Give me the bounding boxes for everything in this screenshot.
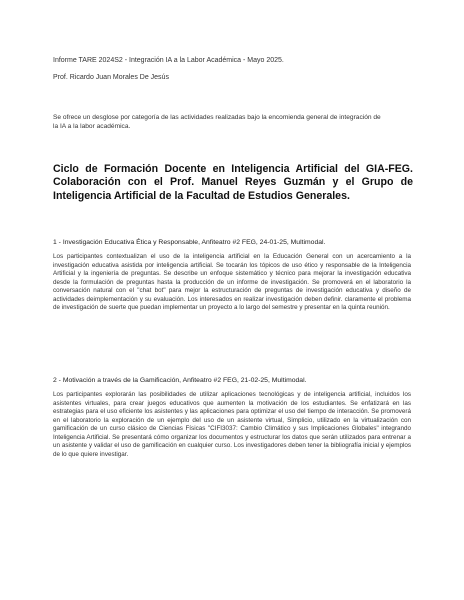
section-title: Ciclo de Formación Docente en Inteligencia Artificial del GIA-FEG. Colaboración con el Prof. Manuel Reyes Guzmán y el Grupo de Inteligencia Artificial de la Facultad de Estudios Generales.: [53, 163, 413, 202]
intro-paragraph: Se ofrece un desglose por categoría de las actividades realizadas bajo la encomienda general de integración de la IA a la labor académica.: [53, 114, 381, 130]
section-1-heading: 1 - Investigación Educativa Ética y Responsable, Anfiteatro #2 FEG, 24-01-25, Multimodal.: [53, 239, 326, 246]
report-title-line: Informe TARE 2024S2 - Integración IA a la Labor Académica - Mayo 2025.: [53, 57, 284, 64]
section-2-heading: 2 - Motivación a través de la Gamificación, Anfiteatro #2 FEG, 21-02-25, Multimodal.: [53, 377, 307, 384]
section-1-body: Los participantes contextualizan el uso de la inteligencia artificial en la Educación General con un acercamiento a la investigación educativa asistida por inteligencia artificial. Se tocarán los tópicos de uso ético y responsable de la Inteligencia Artificial y la ingeniería de preguntas. Se describe un enfoque sistemático y técnico para mejorar la investigación educativa desde la formulación de preguntas hasta la producción de un informe de investigación. Se promoverá en el laboratorio la conversación natural con el "chat bot" para mejor la estructuración de preguntas de investigación educativa y diseño de actividades deimplementación y su evaluación. Los interesados en realizar investigación deben definir. claramente el problema de investigación de suerte que puedan implementar un proyecto a lo largo del semestre y presentar en la quinta reunión.: [53, 253, 411, 312]
section-2-body: Los participantes explorarán las posibilidades de utilizar aplicaciones tecnológicas y de inteligencia artificial, incluidos los asistentes virtuales, para crear juegos educativos que aumenten la motivación de los estudiantes. Se enfatizará en las estrategias para el uso eficiente los asistentes y las aplicaciones para optimizar el uso del tiempo de interacción. Se promoverá en el laboratorio la exploración de un ejemplo del uso de un asistente virtual, Simplicio, utilizado en la virtualización con gamificación de un curso clásico de Ciencias Físicas "CIFI3037: Cambio Climático y sus Implicaciones Globales" integrando Inteligencia Artificial. Se presentará cómo organizar los documentos y estructurar los datos que serán utilizados para entrenar a un asistente y validar el uso de gamificación en cualquier curso. Los investigadores deben tener la bibliografía inicial y ejemplos de lo que quiere investigar.: [53, 391, 411, 458]
author-line: Prof. Ricardo Juan Morales De Jesús: [53, 74, 169, 81]
